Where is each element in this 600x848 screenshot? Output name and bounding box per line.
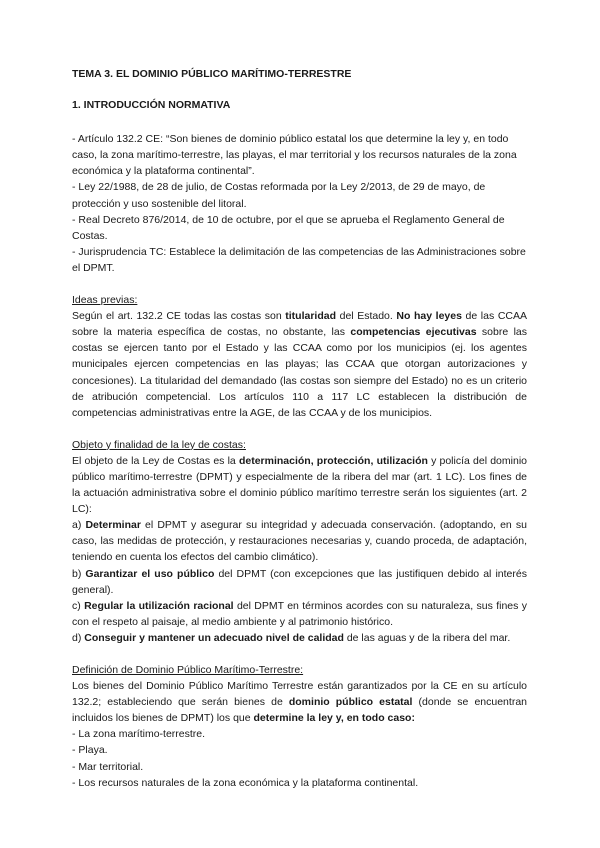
objeto-item-a — [72, 517, 527, 565]
normativa-item: - Artículo 132.2 CE: “Son bienes de dominio público estatal los que determine la ley y, en todo caso, la zona marítimo-terrestre, las playas, el mar territorial y los recursos naturales de la zona económica y la plataforma continental”. — [72, 133, 517, 178]
normativa-item: - Jurisprudencia TC: Establece la delimitación de las competencias de las Administraciones sobre el DPMT. — [72, 245, 526, 274]
objeto-item-d — [72, 630, 527, 646]
objeto-item-a-text: el DPMT y asegurar su integridad y adecuada conservación. (adoptando, en su caso, las medidas de protección, y restauraciones necesarias y, cuando proceda, de adaptación, teniendo en cuenta los efectos del cambio climático). — [72, 519, 527, 564]
normativa-item: - Ley 22/1988, de 28 de julio, de Costas reformada por la Ley 2/2013, de 29 de mayo, de protección y uso sostenible del litoral. — [72, 181, 486, 210]
definicion-heading: Definición de Dominio Público Marítimo-Terrestre: — [72, 664, 304, 676]
objeto-item-b — [72, 566, 527, 598]
objeto-item-d-text: d) — [72, 631, 85, 644]
objeto-item-b-text: b) — [72, 567, 86, 580]
ideas-paragraph — [72, 308, 527, 421]
objeto-heading: Objeto y finalidad de la ley de costas: — [72, 438, 246, 451]
definicion-list-item: - Mar territorial. — [72, 760, 144, 773]
ideas-text-bold: No hay leyes — [396, 310, 462, 323]
normativa-item: - Real Decreto 876/2014, de 10 de octubre, por el que se aprueba el Reglamento General de Costas. — [72, 213, 505, 242]
definicion-intro-text: Los bienes del Dominio Público Marítimo Terrestre están garantizados por la CE en su artículo 132.2; estableciendo que serán bienes de — [72, 680, 527, 709]
definicion-list-item: - La zona marítimo-terrestre. — [72, 728, 206, 741]
objeto-intro — [72, 453, 527, 517]
objeto-item-b-text-bold: Garantizar el uso público — [85, 567, 215, 580]
ideas-text: del Estado. — [336, 310, 397, 323]
ideas-heading: Ideas previas: — [72, 294, 138, 307]
section-heading-introduccion: 1. INTRODUCCIÓN NORMATIVA — [72, 99, 231, 112]
ideas-text: sobre las costas se ejercen tanto por el Estado y las CCAA como por los municipios (ej. los agentes municipales ejercen competencias en las playas; las CCAA que otorgan autorizaciones y concesiones). La titularidad del demandado (las costas son siempre del Estado) no es un criterio de atribución competencial. Los artículos 110 a 117 LC establecen la distribución de competencias administrativas entre la AGE, de las CCAA y de los municipios. — [72, 326, 527, 419]
objeto-intro-text: y policía del dominio público marítimo-terrestre (DPMT) y especialmente de la ribera del mar (art. 1 LC). Los fines de la actuación administrativa sobre el dominio público marítimo terrestre serán los siguientes (art. 2 LC): — [72, 454, 527, 516]
definicion-intro-text-bold: dominio público estatal — [288, 696, 413, 709]
objeto-intro-text: El objeto de la Ley de Costas es la — [72, 454, 239, 467]
ideas-text: Según el art. 132.2 CE todas las costas son — [72, 310, 286, 323]
objeto-item-c-text-bold: Regular la utilización racional — [84, 599, 234, 612]
ideas-text: de las CCAA sobre la materia específica de costas, no obstante, las — [72, 310, 527, 339]
definicion-list-item: - Playa. — [72, 744, 108, 757]
ideas-text-bold: titularidad — [285, 310, 337, 323]
objeto-item-c — [72, 598, 527, 630]
objeto-item-c-text: c) — [72, 599, 85, 612]
definicion-list-item: - Los recursos naturales de la zona económica y la plataforma continental. — [72, 776, 419, 789]
document-title: TEMA 3. EL DOMINIO PÚBLICO MARÍTIMO-TERRESTRE — [72, 68, 352, 80]
objeto-item-c-text: del DPMT en términos acordes con su naturaleza, sus fines y con el respeto al paisaje, al medio ambiente y al patrimonio histórico. — [72, 599, 527, 628]
objeto-intro-text-bold: determinación, protección, utilización — [238, 454, 428, 467]
objeto-item-d-text: de las aguas y de la ribera del mar. — [343, 631, 511, 644]
objeto-item-b-text: del DPMT (con excepciones que las justifiquen debido al interés general). — [72, 567, 527, 596]
definicion-intro-text-bold: determine la ley y, en todo caso: — [253, 712, 415, 725]
objeto-item-d-text-bold: Conseguir y mantener un adecuado nivel de calidad — [84, 631, 344, 644]
objeto-item-a-text: a) — [72, 519, 86, 532]
definicion-intro — [72, 678, 527, 726]
definicion-intro-text: (donde se encuentran incluidos los bienes de DPMT) los que — [72, 696, 527, 725]
objeto-item-a-text-bold: Determinar — [85, 519, 141, 532]
ideas-text-bold: competencias ejecutivas — [350, 326, 477, 339]
document-page — [72, 66, 527, 791]
